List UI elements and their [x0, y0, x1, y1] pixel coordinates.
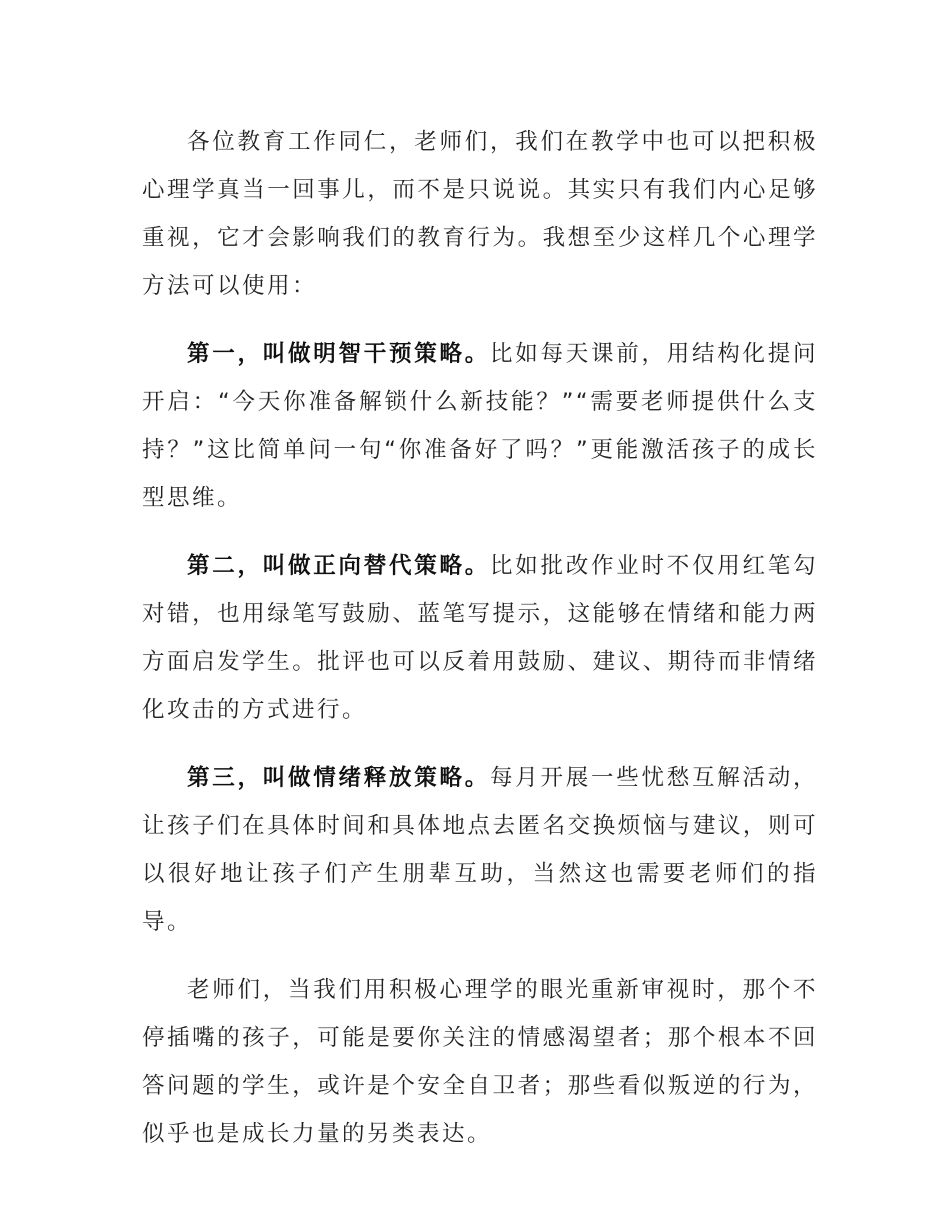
paragraph-text: 比如批改作业时不仅用红笔勾对错，也用绿笔写鼓励、蓝笔写提示，这能够在情绪和能力两方面启发学生。批评也可以反着用鼓励、建议、期待而非情绪化攻击的方式进行。 — [142, 553, 818, 723]
paragraph-strategy-2 — [142, 542, 818, 734]
paragraph-text: 各位教育工作同仁，老师们，我们在教学中也可以把积极心理学真当一回事儿，而不是只说说。其实只有我们内心足够重视，它才会影响我们的教育行为。我想至少这样几个心理学方法可以使用： — [142, 129, 818, 299]
paragraph-strategy-1 — [142, 330, 818, 522]
paragraph-text: 老师们，当我们用积极心理学的眼光重新审视时，那个不停插嘴的孩子，可能是要你关注的情感渴望者；那个根本不回答问题的学生，或许是个安全自卫者；那些看似叛逆的行为，似乎也是成长力量的另类表达。 — [142, 977, 818, 1147]
paragraph-text: 比如每天课前，用结构化提问开启：“今天你准备解锁什么新技能？”“需要老师提供什么支持？”这比简单问一句“你准备好了吗？”更能激活孩子的成长型思维。 — [142, 341, 818, 511]
paragraph-text: 每月开展一些忧愁互解活动，让孩子们在具体时间和具体地点去匿名交换烦恼与建议，则可以很好地让孩子们产生朋辈互助，当然这也需要老师们的指导。 — [142, 765, 818, 935]
paragraph-intro — [142, 118, 818, 310]
paragraph-conclusion — [142, 966, 818, 1158]
document-body — [142, 118, 818, 1178]
paragraph-lead: 第二，叫做正向替代策略。 — [187, 553, 490, 579]
paragraph-lead: 第一，叫做明智干预策略。 — [187, 341, 490, 367]
paragraph-lead: 第三，叫做情绪释放策略。 — [187, 765, 490, 791]
paragraph-strategy-3 — [142, 754, 818, 946]
